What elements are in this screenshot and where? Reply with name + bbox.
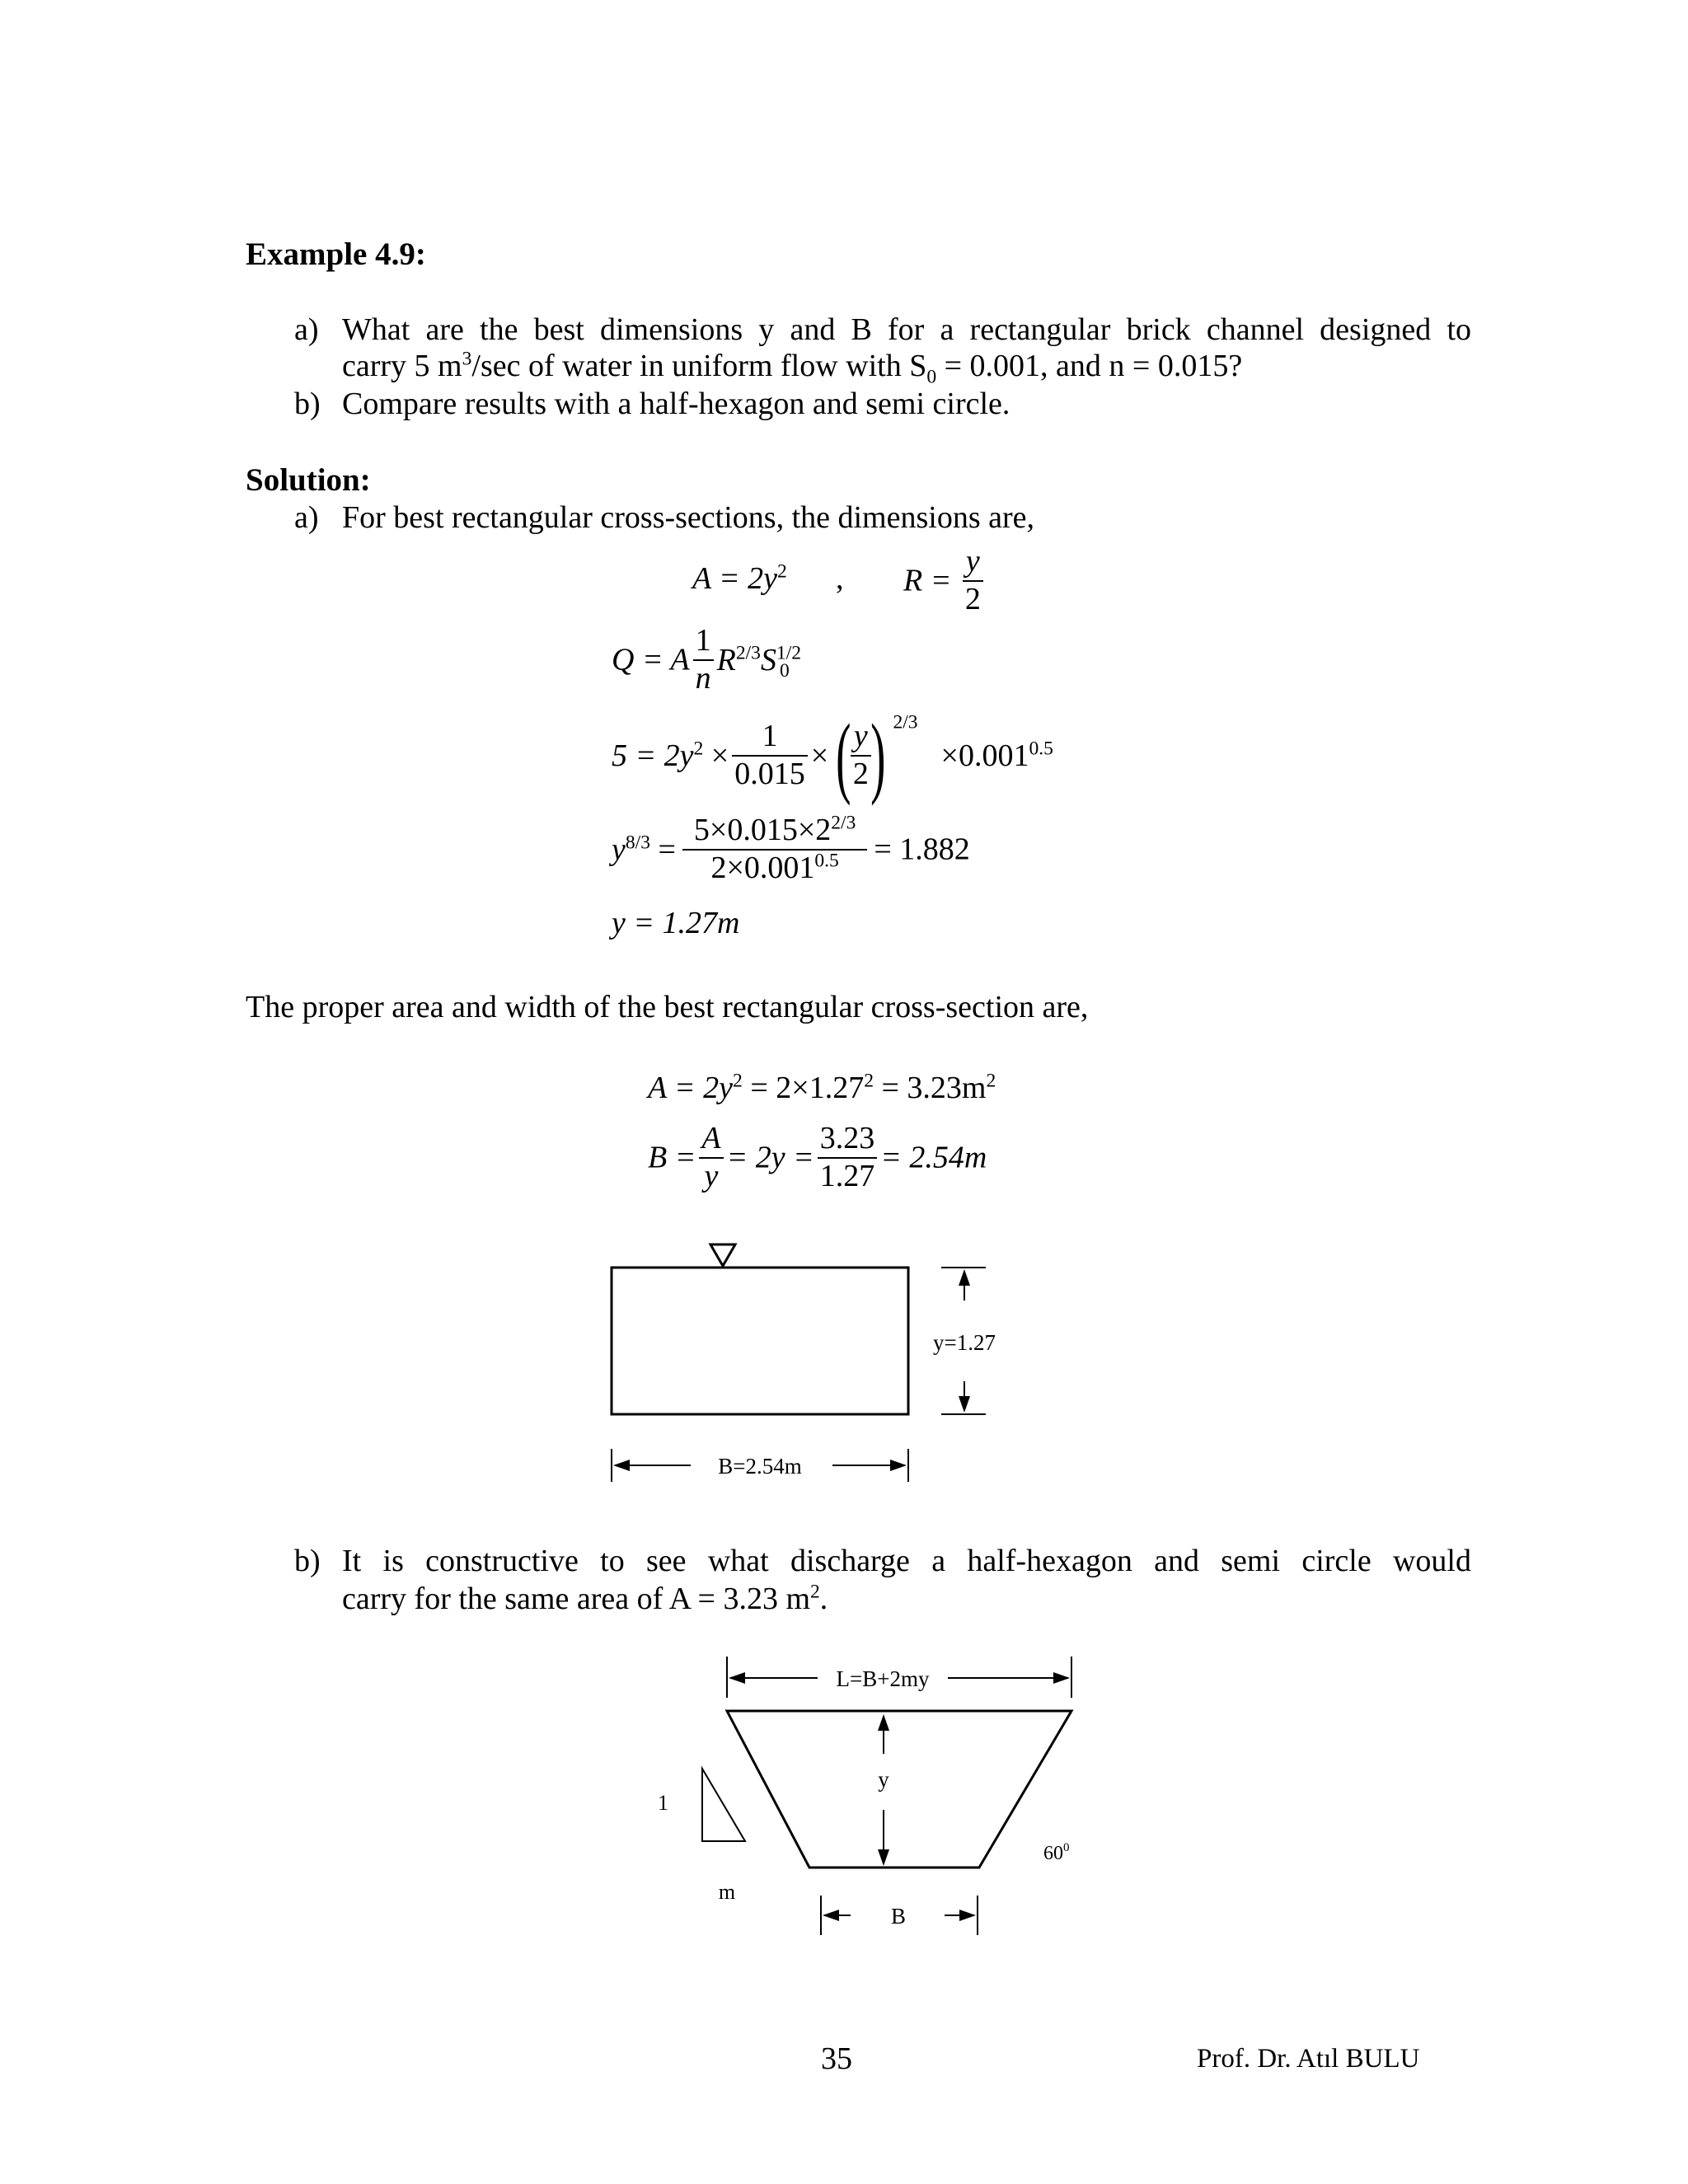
water-surface-icon xyxy=(710,1244,735,1266)
equation-manning: Q = A $\frac{1}{n}$ $R^{2/3}S^{1/2}_0$ xyxy=(612,623,802,696)
equation-y-result: y = 1.27m xyxy=(612,906,740,940)
arrow-left-icon xyxy=(729,1672,745,1684)
arrow-left-icon xyxy=(613,1460,630,1471)
solution-title: Solution: xyxy=(246,462,371,498)
equation-substitution: $5 = 2y^2$ × $\frac{1}{0.015}$ ×( $\frac{y}{2}$ ) $^{2/3}\times 0.001^{0.5}$ xyxy=(612,705,1053,806)
equation-area-best-rect: $A = 2y^2$ xyxy=(692,560,787,596)
width-label: B=2.54m xyxy=(718,1454,802,1479)
channel-rectangle xyxy=(612,1268,908,1414)
equation-comma: , xyxy=(836,561,844,596)
depth-label: y xyxy=(878,1767,889,1792)
arrow-right-icon xyxy=(959,1910,976,1921)
problem-a-label: a) xyxy=(294,312,319,347)
equation-area-value: $A = 2y^2 = 2\times 1.27^2 = 3.23m^2$ xyxy=(648,1070,996,1105)
trapezoidal-channel-diagram xyxy=(635,1648,1096,1978)
author-name: Prof. Dr. Atıl BULU xyxy=(1197,2044,1420,2074)
top-width-label: L=B+2my xyxy=(836,1666,930,1691)
arrow-right-icon xyxy=(1053,1672,1070,1684)
angle-label: $60^0$ xyxy=(1043,1841,1070,1864)
bottom-width-label: B xyxy=(890,1904,907,1929)
slope-horizontal-label: m xyxy=(718,1880,736,1904)
rectangular-channel-diagram xyxy=(593,1236,1039,1508)
arrow-down-icon xyxy=(878,1849,889,1866)
slope-vertical-label: 1 xyxy=(658,1791,668,1815)
problem-b-line: Compare results with a half-hexagon and semi circle. xyxy=(342,387,1010,421)
equation-solve-y: $y^{8/3}$ = $\frac{5\times 0.015\times 2^{2/3}}{2\times 0.001^{0.5}}$ = 1.882 xyxy=(612,812,970,885)
problem-b-label: b) xyxy=(294,387,321,421)
solution-a-label: a) xyxy=(294,500,319,535)
proper-area-text: The proper area and width of the best rectangular cross-section are, xyxy=(246,990,1089,1024)
slope-triangle xyxy=(702,1769,745,1841)
problem-a-line1: What are the best dimensions y and B for a rectangular brick channel designed to xyxy=(342,312,1471,347)
arrow-up-icon xyxy=(959,1269,970,1286)
problem-a-line2: carry 5 $m^3/\sec$ of water in uniform flow with $S_0 = 0.001$, and n = 0.015? xyxy=(342,348,1243,388)
arrow-left-icon xyxy=(823,1910,839,1921)
solution-b-label: b) xyxy=(294,1544,321,1578)
solution-b-line1: It is constructive to see what discharge a half-hexagon and semi circle would xyxy=(342,1544,1471,1578)
arrow-down-icon xyxy=(959,1396,970,1413)
solution-a-line: For best rectangular cross-sections, the dimensions are, xyxy=(342,500,1034,535)
equation-hydraulic-radius: R = $\frac{y}{2}$ xyxy=(903,544,987,617)
page-number: 35 xyxy=(821,2041,852,2076)
solution-b-line2: carry for the same area of A = 3.23 $m^2$. xyxy=(342,1581,828,1616)
depth-label: y=1.27 xyxy=(933,1330,996,1355)
arrow-right-icon xyxy=(890,1460,907,1471)
equation-width-value: B = $\frac{A}{y}$ = 2y = $\frac{3.23}{1.27}$ = 2.54m xyxy=(648,1121,987,1193)
example-title: Example 4.9: xyxy=(246,237,426,272)
arrow-up-icon xyxy=(878,1714,889,1731)
channel-trapezoid xyxy=(727,1711,1071,1868)
